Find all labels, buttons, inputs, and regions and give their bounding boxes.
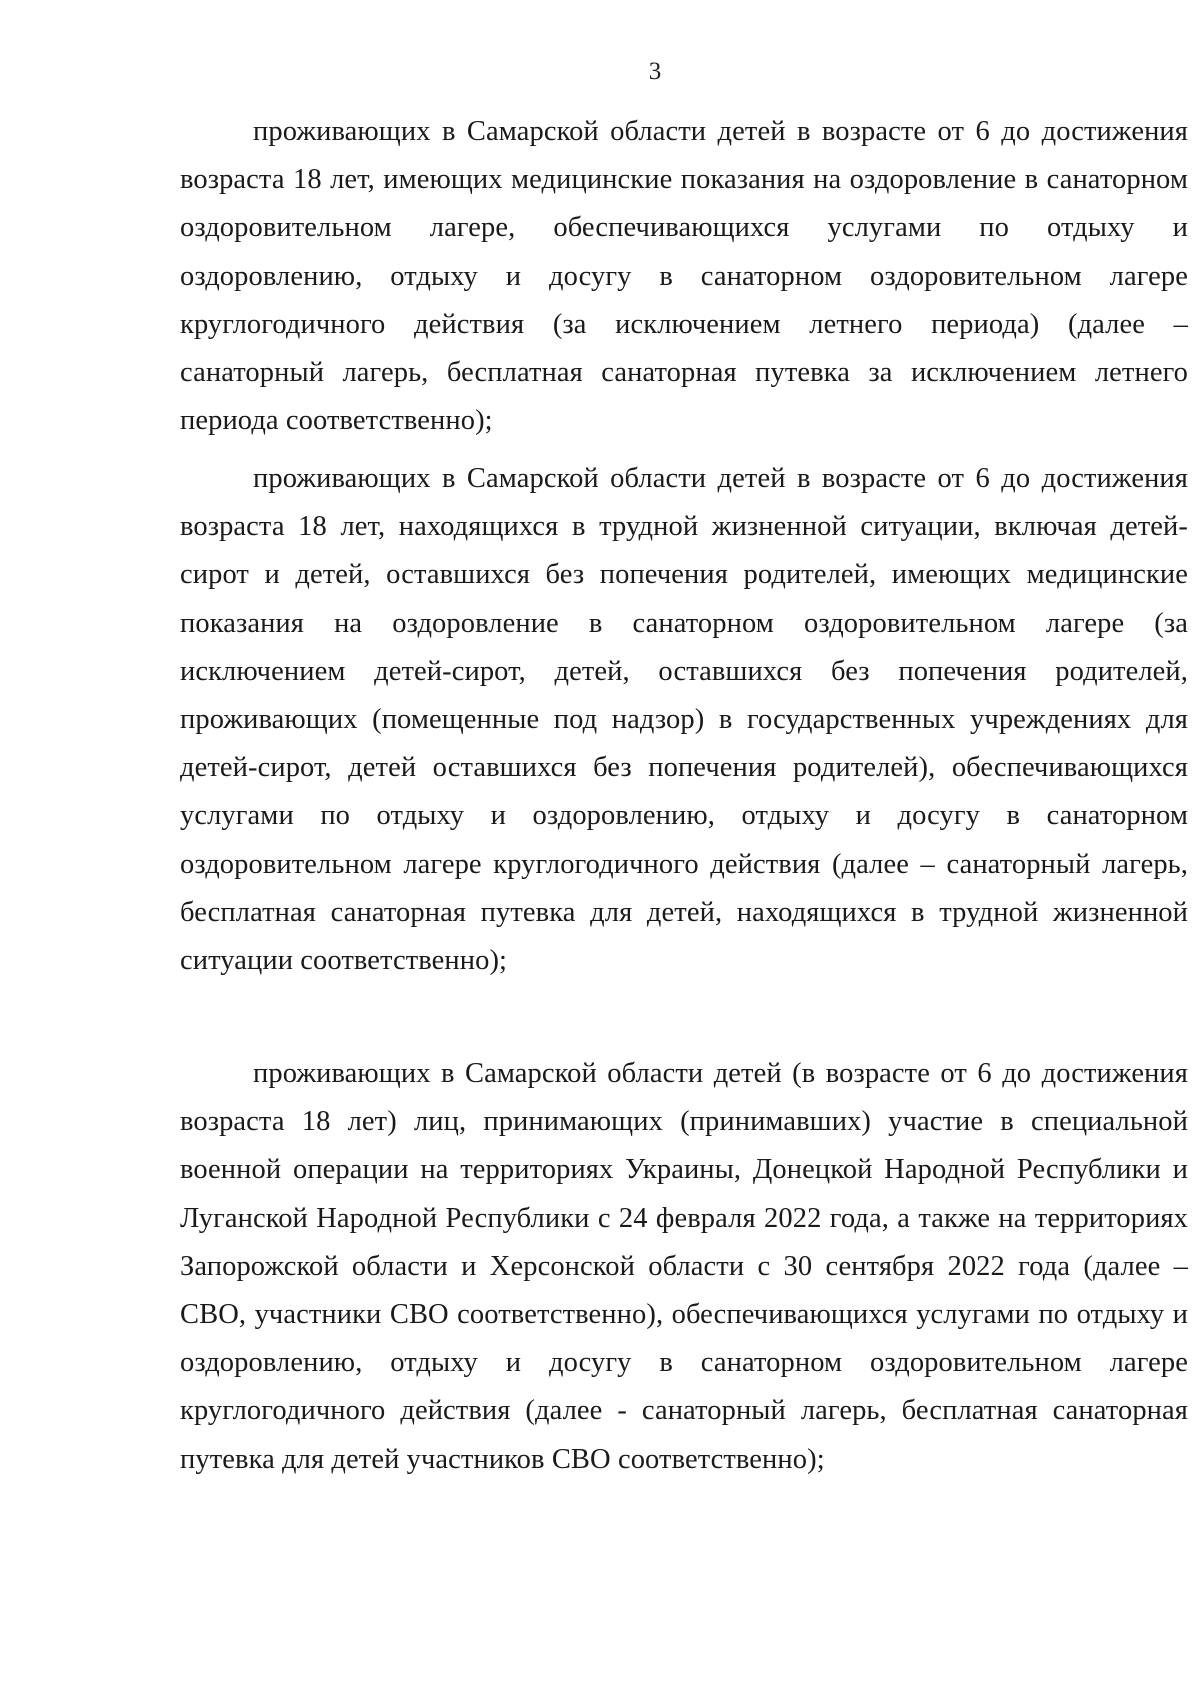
paragraph-block xyxy=(180,1050,1188,1484)
paragraph-block xyxy=(180,108,1188,445)
paragraph: проживающих в Самарской области детей в возрасте от 6 до достижения возраста 18 лет, находящихся в трудной жизненной ситуации, включая детей-сирот и детей, оставшихся без попечения родителей, имеющих медицинские показания на оздоровление в санаторном оздоровительном лагере (за исключением детей-сирот, детей, оставшихся без попечения родителей, проживающих (помещенные под надзор) в государственных учреждениях для детей-сирот, детей оставшихся без попечения родителей), обеспечивающихся услугами по отдыху и оздоровлению, отдыху и досугу в санаторном оздоровительном лагере круглогодичного действия (далее – санаторный лагерь, бесплатная санаторная путевка для детей, находящихся в трудной жизненной ситуации соответственно); xyxy=(180,463,1188,977)
paragraph-block xyxy=(180,455,1188,985)
paragraph: проживающих в Самарской области детей в возрасте от 6 до достижения возраста 18 лет, имеющих медицинские показания на оздоровление в санаторном оздоровительном лагере, обеспечивающихся услугами по отдыху и оздоровлению, отдыху и досугу в санаторном оздоровительном лагере круглогодичного действия (за исключением летнего периода) (далее – санаторный лагерь, бесплатная санаторная путевка за исключением летнего периода соответственно); xyxy=(180,116,1188,437)
paragraph: проживающих в Самарской области детей (в возрасте от 6 до достижения возраста 18 лет) лиц, принимающих (принимавших) участие в специальной военной операции на территориях Украины, Донецкой Народной Республики и Луганской Народной Республики с 24 февраля 2022 года, а также на территориях Запорожской области и Херсонской области с 30 сентября 2022 года (далее – СВО, участники СВО соответственно), обеспечивающихся услугами по отдыху и оздоровлению, отдыху и досугу в санаторном оздоровительном лагере круглогодичного действия (далее - санаторный лагерь, бесплатная санаторная путевка для детей участников СВО соответственно); xyxy=(180,1058,1188,1475)
page-number: 3 xyxy=(648,58,662,85)
